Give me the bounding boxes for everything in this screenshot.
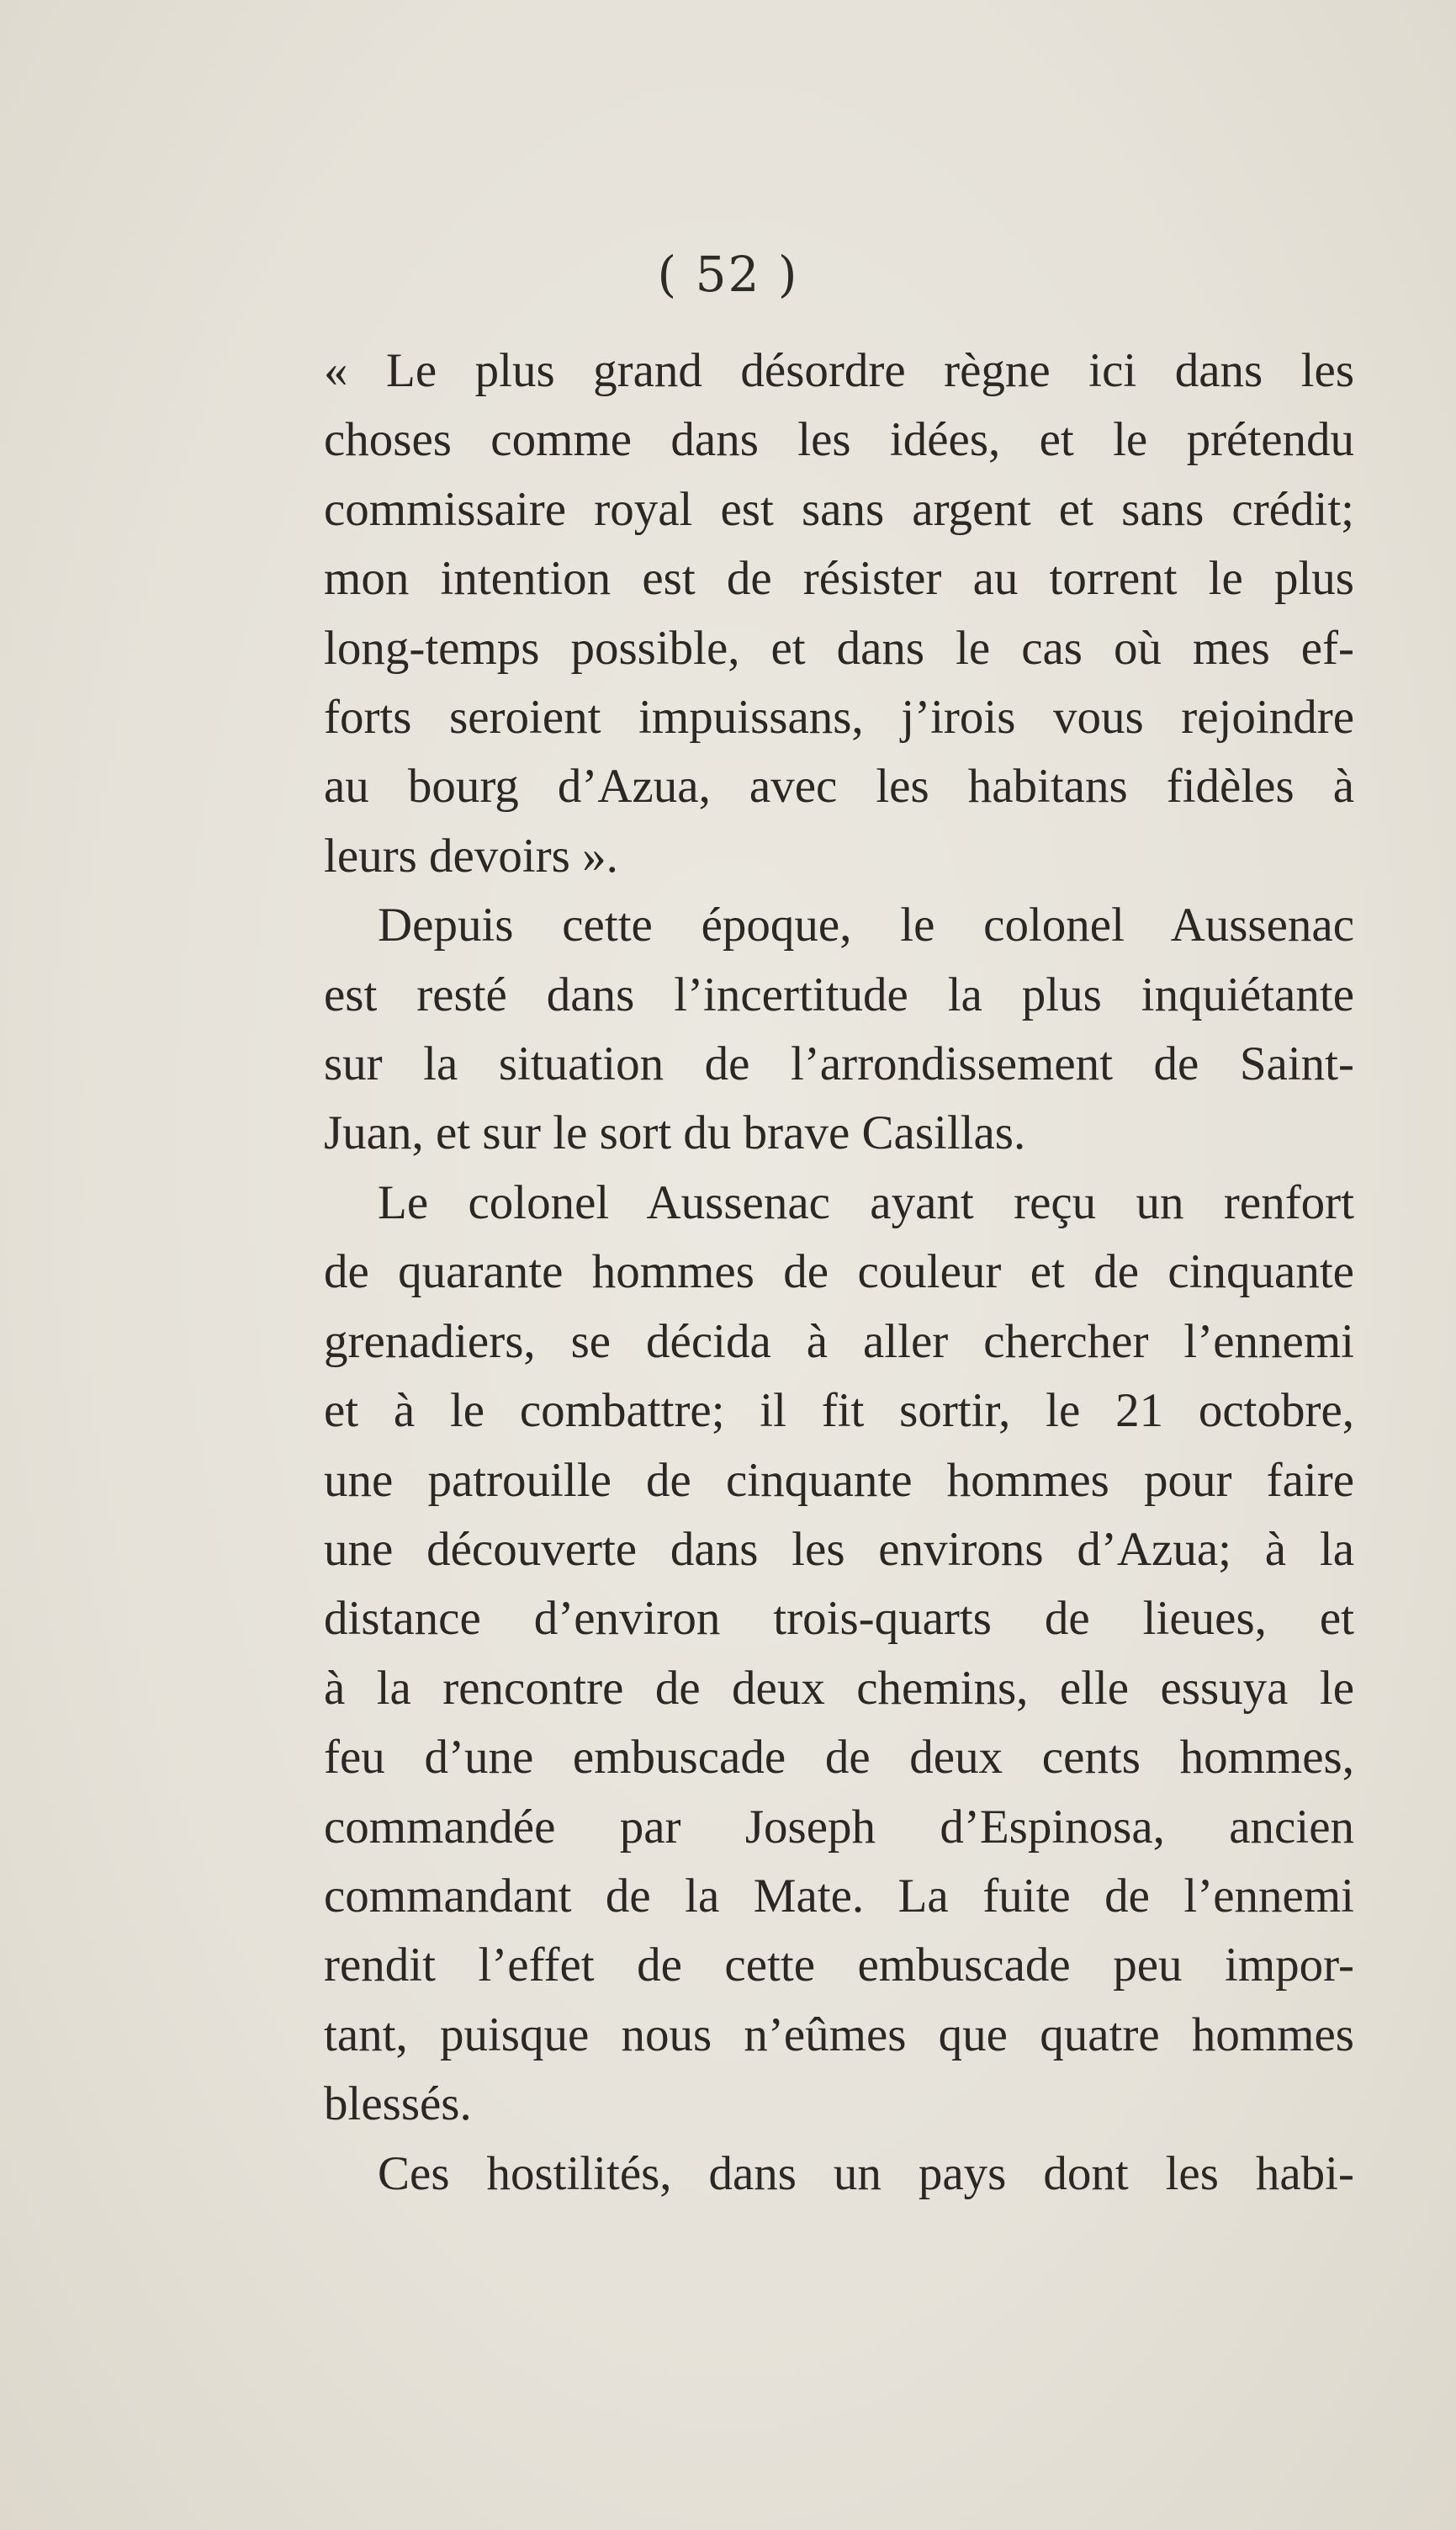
text-line: « Le plus grand désordre règne ici dans les xyxy=(324,344,1354,397)
text-line: leurs devoirs ». xyxy=(324,829,618,883)
text-line: Depuis cette époque, le colonel Aussenac xyxy=(378,899,1354,952)
text-line: Ces hostilités, dans un pays dont les habi- xyxy=(378,2146,1354,2200)
text-line: est resté dans l’incertitude la plus inquiétante xyxy=(324,968,1354,1021)
text-line: commissaire royal est sans argent et sans crédit; xyxy=(324,482,1354,536)
text-line: distance d’environ trois-quarts de lieues, et xyxy=(324,1592,1354,1646)
text-line: mon intention est de résister au torrent le plus xyxy=(324,552,1354,606)
text-line: une découverte dans les environs d’Azua; à la xyxy=(324,1522,1354,1576)
page-number: ( 52 ) xyxy=(657,246,799,303)
text-line: feu d’une embuscade de deux cents hommes, xyxy=(324,1731,1354,1785)
text-line: et à le combattre; il fit sortir, le 21 octobre, xyxy=(324,1384,1354,1438)
text-line: rendit l’effet de cette embuscade peu impor- xyxy=(324,1939,1354,1992)
text-line: long-temps possible, et dans le cas où mes ef- xyxy=(324,621,1354,675)
text-line: de quarante hommes de couleur et de cinquante xyxy=(324,1245,1354,1299)
text-line: commandant de la Mate. La fuite de l’ennemi xyxy=(324,1869,1354,1923)
text-line: choses comme dans les idées, et le prétendu xyxy=(324,413,1354,467)
text-line: forts seroient impuissans, j’irois vous rejoindre xyxy=(324,691,1354,745)
body-text xyxy=(324,337,1354,2209)
text-line: à la rencontre de deux chemins, elle essuya le xyxy=(324,1661,1354,1715)
text-line: une patrouille de cinquante hommes pour faire xyxy=(324,1453,1354,1507)
text-line: grenadiers, se décida à aller chercher l’ennemi xyxy=(324,1314,1354,1368)
text-line: blessés. xyxy=(324,2077,472,2131)
text-line: sur la situation de l’arrondissement de Saint- xyxy=(324,1037,1354,1091)
text-line: Le colonel Aussenac ayant reçu un renfort xyxy=(378,1175,1354,1229)
text-line: tant, puisque nous n’eûmes que quatre hommes xyxy=(324,2008,1354,2061)
text-line: commandée par Joseph d’Espinosa, ancien xyxy=(324,1800,1354,1854)
text-line: au bourg d’Azua, avec les habitans fidèles à xyxy=(324,760,1354,814)
text-line: Juan, et sur le sort du brave Casillas. xyxy=(324,1106,1026,1160)
